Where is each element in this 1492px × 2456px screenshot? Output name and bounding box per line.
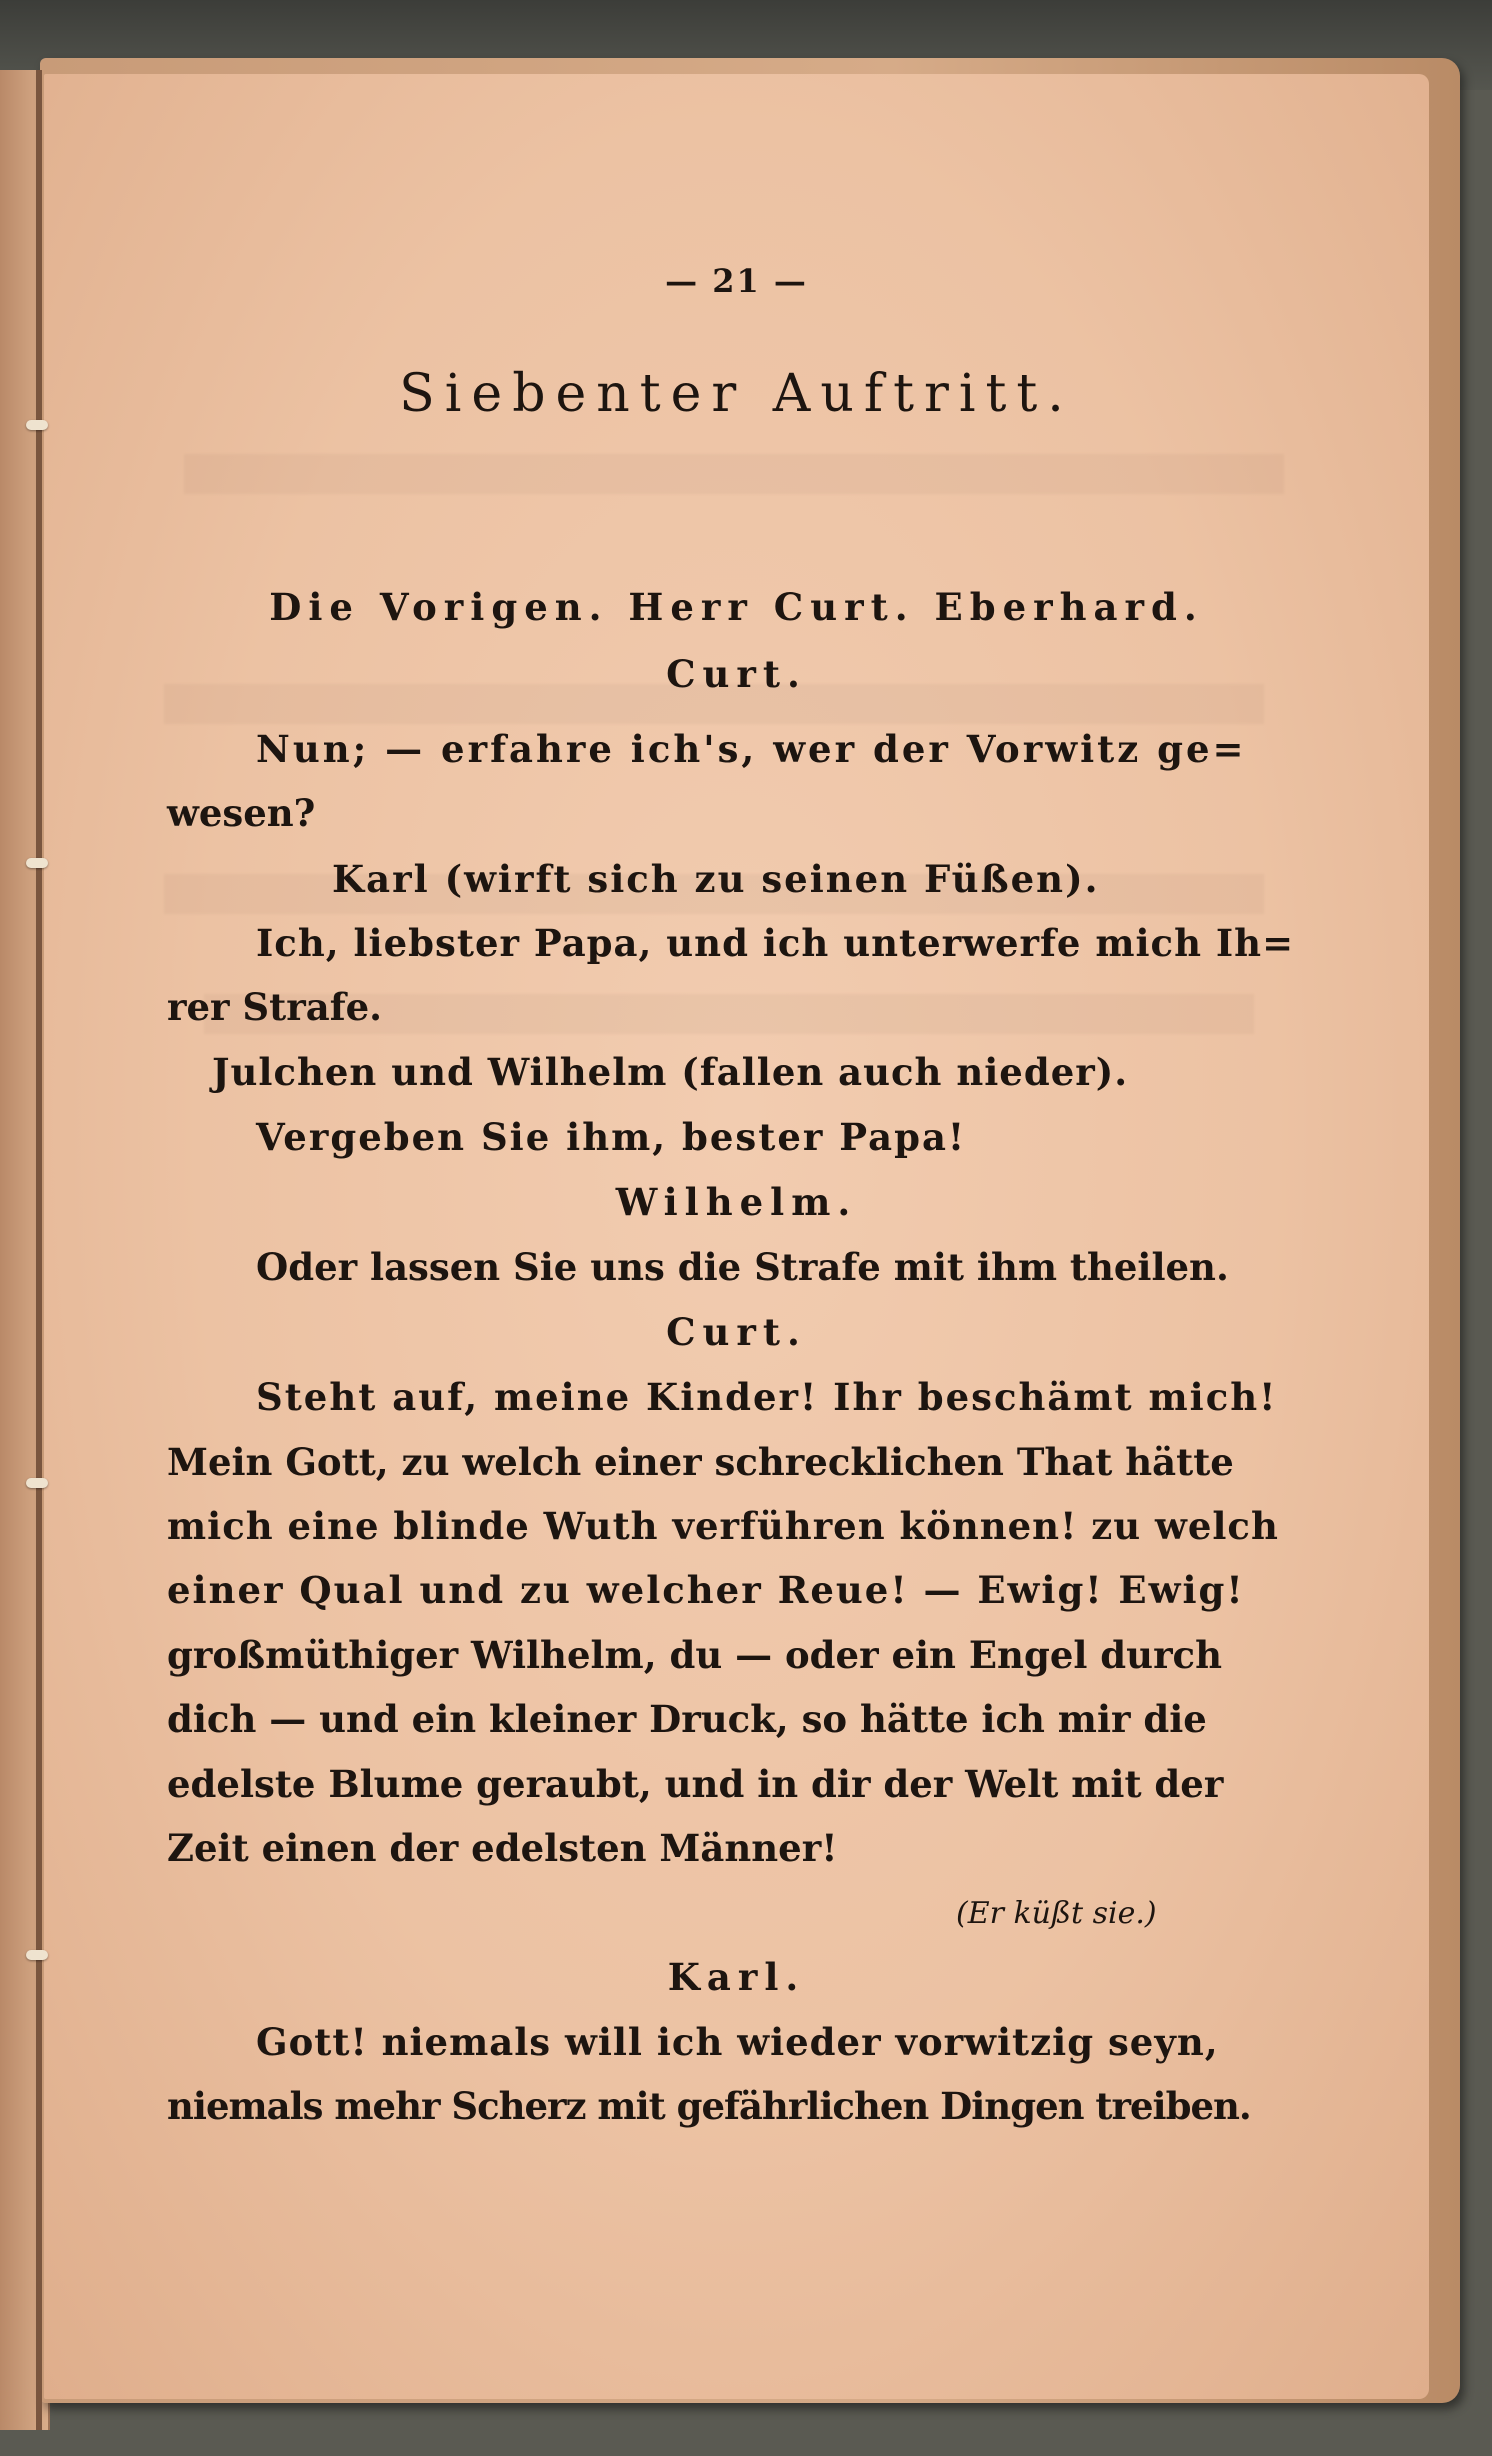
stage-direction: Julchen und Wilhelm (fallen auch nieder).: [212, 1050, 1129, 1094]
cast-list: Die Vorigen. Herr Curt. Eberhard.: [269, 585, 1204, 629]
dialogue-line: Zeit einen der edelsten Männer!: [167, 1826, 838, 1870]
dialogue-line: Mein Gott, zu welch einer schrecklichen That hätte: [167, 1440, 1234, 1484]
speaker-name: Curt.: [666, 1310, 807, 1354]
speaker-name: Karl.: [667, 1955, 806, 1999]
dialogue-line: mich eine blinde Wuth verführen können! zu welch: [167, 1504, 1279, 1548]
speaker-name: Wilhelm.: [615, 1180, 858, 1224]
binding-stitch: [26, 1478, 48, 1488]
dialogue-line: rer Strafe.: [167, 985, 383, 1029]
book-page: [44, 74, 1429, 2399]
dialogue-line: edelste Blume geraubt, und in dir der Welt mit der: [167, 1762, 1224, 1806]
dialogue-line: Ich, liebster Papa, und ich unterwerfe mich Ih=: [256, 921, 1295, 965]
stage-direction: Karl (wirft sich zu seinen Füßen).: [332, 857, 1100, 901]
binding-stitch: [26, 858, 48, 868]
dialogue-line: einer Qual und zu welcher Reue! — Ewig! Ewig!: [167, 1568, 1245, 1612]
stage-direction: (Er küßt sie.): [956, 1896, 1157, 1931]
speaker-name: Curt.: [666, 652, 807, 696]
dialogue-line: Steht auf, meine Kinder! Ihr beschämt mich!: [256, 1375, 1278, 1419]
page-number: — 21 —: [665, 262, 808, 300]
dialogue-line: Nun; — erfahre ich's, wer der Vorwitz ge=: [256, 727, 1247, 771]
show-through-shadow: [184, 454, 1284, 494]
binding-stitch: [26, 1950, 48, 1960]
dialogue-line: Oder lassen Sie uns die Strafe mit ihm theilen.: [256, 1245, 1229, 1289]
binding-stitch: [26, 420, 48, 430]
scene-title: Siebenter Auftritt.: [399, 364, 1074, 424]
dialogue-line: Gott! niemals will ich wieder vorwitzig seyn,: [256, 2020, 1219, 2064]
dialogue-line: dich — und ein kleiner Druck, so hätte ich mir die: [167, 1697, 1207, 1741]
dialogue-line: Vergeben Sie ihm, bester Papa!: [256, 1115, 967, 1159]
dialogue-line: großmüthiger Wilhelm, du — oder ein Engel durch: [167, 1633, 1222, 1677]
dialogue-line: wesen?: [167, 791, 316, 835]
dialogue-line: niemals mehr Scherz mit gefährlichen Dingen treiben.: [167, 2084, 1251, 2128]
